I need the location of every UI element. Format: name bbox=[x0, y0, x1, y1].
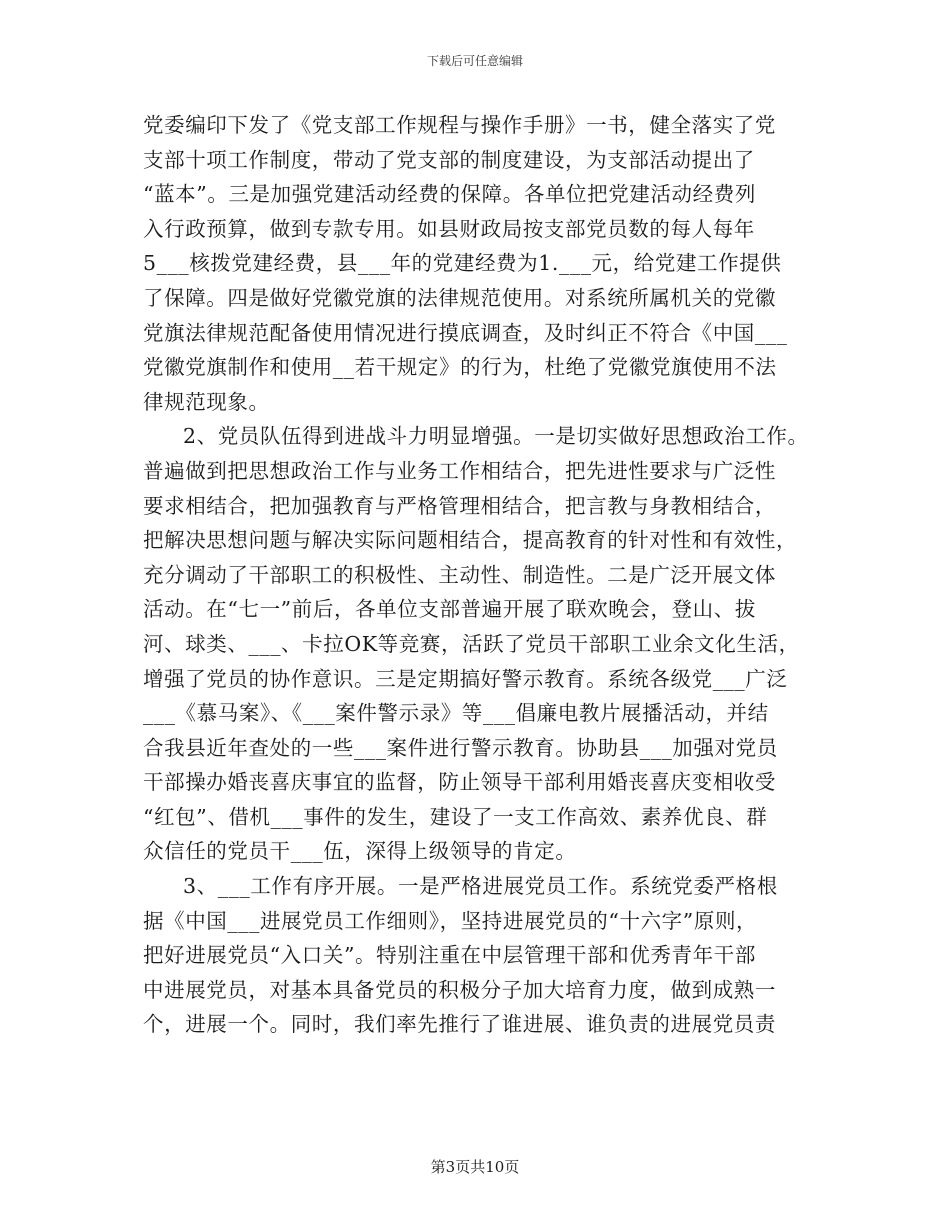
text-line: 充分调动了干部职工的积极性、主动性、制造性。二是广泛开展文体 bbox=[143, 562, 776, 587]
text-line: 个，进展一个。同时，我们率先推行了谁进展、谁负责的进展党员责 bbox=[143, 1012, 776, 1037]
text-line: 了保障。四是做好党徽党旗的法律规范使用。对系统所属机关的党徽 bbox=[143, 285, 776, 310]
text-line: 律规范现象。 bbox=[143, 389, 270, 414]
paragraph-3 bbox=[143, 869, 823, 1042]
text-line: 活动。在“七一”前后，各单位支部普遍开展了联欢晚会，登山、拔 bbox=[143, 597, 756, 622]
text-line: 据《中国___进展党员工作细则》，坚持进展党员的“十六字”原则， bbox=[143, 908, 758, 933]
text-line-first: 2、党员队伍得到进战斗力明显增强。一是切实做好思想政治工作。 bbox=[183, 424, 809, 449]
text-line: 合我县近年查处的一些___案件进行警示教育。协助县___加强对党员 bbox=[143, 735, 778, 760]
paragraph-1 bbox=[143, 108, 823, 419]
text-line: 5___核拨党建经费，县___年的党建经费为1.___元，给党建工作提供 bbox=[143, 251, 782, 276]
paragraph-2 bbox=[143, 419, 823, 869]
text-line: 增强了党员的协作意识。三是定期搞好警示教育。系统各级党___广泛 bbox=[143, 666, 788, 691]
text-line: 党旗法律规范配备使用情况进行摸底调查，及时纠正不符合《中国___ bbox=[143, 320, 788, 345]
text-line: 众信任的党员干___伍，深得上级领导的肯定。 bbox=[143, 839, 577, 864]
text-line: 把好进展党员“入口关”。特别注重在中层管理干部和优秀青年干部 bbox=[143, 943, 756, 968]
text-line: 支部十项工作制度，带动了党支部的制度建设，为支部活动提出了 bbox=[143, 147, 755, 172]
page-number: 第3页共10页 bbox=[430, 1158, 520, 1176]
text-line: 普遍做到把思想政治工作与业务工作相结合，把先进性要求与广泛性 bbox=[143, 458, 776, 483]
text-line: 党徽党旗制作和使用__若干规定》的行为，杜绝了党徽党旗使用不法 bbox=[143, 355, 777, 380]
text-line: “红包”、借机___事件的发生，建设了一支工作高效、素养优良、群 bbox=[143, 804, 768, 829]
text-line: 干部操办婚丧喜庆事宜的监督，防止领导干部利用婚丧喜庆变相收受 bbox=[143, 770, 776, 795]
text-line: 中进展党员，对基本具备党员的积极分子加大培育力度，做到成熟一 bbox=[143, 977, 776, 1002]
page-header-note: 下载后可任意编辑 bbox=[426, 54, 523, 68]
text-line: 党委编印下发了《党支部工作规程与操作手册》一书，健全落实了党 bbox=[143, 113, 776, 137]
text-line: 河、球类、___、卡拉OK等竞赛，活跃了党员干部职工业余文化生活， bbox=[143, 631, 800, 656]
text-line: ___《慕马案》、《___案件警示录》等___倡廉电教片展播活动，并结 bbox=[143, 701, 769, 726]
text-line: 要求相结合，把加强教育与严格管理相结合，把言教与身教相结合， bbox=[143, 493, 776, 518]
text-line: 入行政预算，做到专款专用。如县财政局按支部党员数的每人每年 bbox=[143, 216, 755, 241]
document-body bbox=[143, 108, 823, 1042]
text-line-first: 3、___工作有序开展。一是严格进展党员工作。系统党委严格根 bbox=[183, 874, 778, 899]
text-line: 把解决思想问题与解决实际问题相结合，提高教育的针对性和有效性， bbox=[143, 528, 798, 553]
text-line: “蓝本”。三是加强党建活动经费的保障。各单位把党建活动经费列 bbox=[143, 182, 756, 207]
